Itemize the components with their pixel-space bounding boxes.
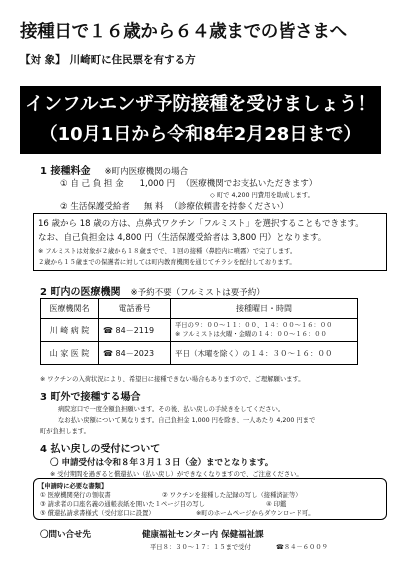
req-item-3: ③ 請求者の口座名義の通帳表紙を開いた１ページ目の写し [40,501,205,508]
section2-heading: 2 町内の医療機関 ※予約不要（フルミストは要予約） [40,287,265,298]
contact-phone: ☎８４－６００９ [276,544,328,551]
section1-heading: 1 接種料金 ※町内医療機関の場合 [40,166,189,177]
clinic-table [40,298,358,365]
req-item-1: ① 医療機関発行の領収書 [40,492,111,499]
contact-org: 健康福祉センター内 保健福祉課 [142,530,264,540]
contact-hours: 平日８：３０～１７：１５まで受付 [150,544,251,551]
vaccine-stock-note: ※ ワクチンの入荷状況により、希望日に接種できない場合もありますので、ご理解願います。 [40,376,305,383]
clinic-tel: ☎ 84－2023 [99,342,171,365]
section4-heading: 4 払い戻しの受付について [40,444,161,455]
table-header-row [41,299,358,319]
flumist-line3-text: ※ フルミストは対象が２歳から１８歳までで、１回の接種（鼻腔内に噴霧）で完了します。 [38,248,297,255]
req-item-4: ④ 印鑑 [266,501,287,508]
target-text: 川崎町に住民票を有する方 [69,54,196,66]
req-item-2: ② ワクチンを接種した記録の写し（接種済証等） [162,492,302,499]
th-tel: 電話番号 [99,299,171,319]
clinic-hours: 平日（木曜を除く）の１４：３０～１６：００ [171,342,358,365]
fee-subsidy-note: ◇ 町で 4,200 円費用を助成します。 [210,192,314,199]
fee-row-2: ② 生活保護受給者 無 料 （診療依頼書を持参ください） [60,202,289,212]
section3-heading: 3 町外で接種する場合 [40,392,141,403]
clinic-name: 川 崎 病 院 [41,319,99,342]
outside-line1: 病院窓口で一度全額負担願います。その後、払い戻しの手続きをしてください。 [58,406,285,413]
table-row [41,342,358,365]
clinic-tel: ☎ 84－2119 [99,319,171,342]
phone-icon: ☎ [103,348,116,358]
target-tag: 【対 象】 [20,54,66,66]
page-title: 接種日で１６歳から６４歳までの皆さまへ [20,22,347,42]
deadline-warning: ※ 受付期間を過ぎると償還払い（払い戻し）ができなくなりますので、ご注意ください。 [50,471,303,478]
deadline-line: 〇 申請受付は令和８年３月１３日（金）までとなります。 [50,458,274,468]
banner-line2: （10月1日から令和8年2月28日まで） [39,124,362,145]
outside-line3: 町が負担します。 [40,428,90,435]
req-item-5: ⑤ 償還払請求書様式（受付窓口に設置） [40,510,155,517]
clinic-name: 山 家 医 院 [41,342,99,365]
flumist-line4-text: ２歳から１５歳までの保護者に対しては町内教育機関を通じてチラシを配付しております。 [38,259,296,266]
clinic-hours: 平日の９：００～１１：００、１４：００～１６：００ ※ フルミストは火曜・金曜の１４：００～１６：００ [171,319,358,342]
required-docs-heading: 【申請時に必要な書類】 [38,483,108,490]
contact-label: 〇問い合せ先 [40,530,92,540]
headline-banner [20,86,381,154]
phone-icon: ☎ [103,325,116,335]
req-item-6: ※町のホームページからダウンロード可。 [196,510,315,517]
table-row [41,319,358,342]
fee-row-1: ① 自 己 負 担 金 1,000 円 （医療機関でお支払いただきます） [60,179,318,189]
banner-line1: インフルエンザ予防接種を受けましょう！ [25,94,376,115]
target-line [20,52,196,67]
flumist-line1-text: 16 歳から 18 歳の方は、点鼻式ワクチン「フルミスト」を選択することもできます。 [38,219,364,229]
th-time: 接種曜日・時間 [171,299,358,319]
th-name: 医療機関名 [41,299,99,319]
flumist-line2-text: なお、自己負担金は 4,800 円（生活保護受給者は 3,800 円）となります。 [38,233,327,243]
outside-line2: なお払い戻額について異なります。自己負担金 1,000 円を除き、一人あたり 4,200 円まで [58,417,316,424]
